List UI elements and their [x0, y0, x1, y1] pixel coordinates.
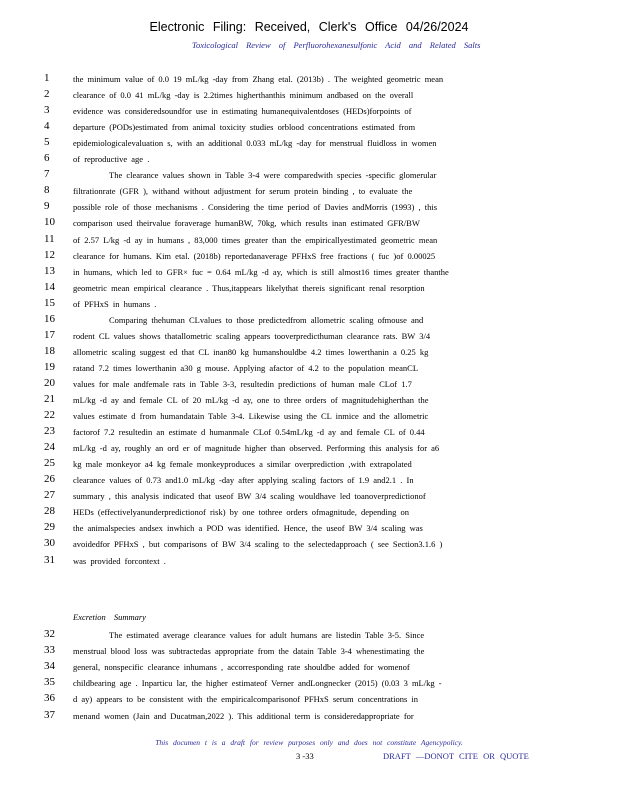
section-subheading: Excretion Summary	[73, 612, 146, 622]
text-line: values estimate d from humandatain Table 3-4. Likewise using the CL inmice and the allometric	[73, 411, 429, 422]
text-line: mL/kg -d ay, roughly an ord er of magnitude higher than observed. Performing this analysis for a6	[73, 443, 440, 454]
line-number: 35	[44, 676, 55, 689]
line-number: 14	[44, 280, 55, 293]
line-number: 32	[44, 628, 55, 640]
line-number: 36	[44, 692, 55, 705]
text-line: Comparing thehuman CLvalues to those predictedfrom allometric scaling ofmouse and	[109, 314, 424, 325]
text-line: rodent CL values shows thatallometric scaling appears tooverpredicthuman clearance rats. BW 3/4	[73, 330, 431, 341]
line-number: 17	[44, 328, 55, 341]
line-number: 30	[44, 537, 55, 550]
text-line: clearance values of 0.73 and1.0 mL/kg -day after applying scaling factors of 1.9 and2.1 . In	[73, 475, 414, 486]
draft-notice: DRAFT —DONOT CITE OR QUOTE	[383, 751, 529, 761]
text-line: avoidedfor PFHxS , but comparisons of BW 3/4 scaling to the selectedapproach ( see Section3.1.6 )	[73, 539, 443, 550]
line-number: 9	[44, 200, 50, 213]
text-line: comparison used theirvalue foraverage humanBW, 70kg, which results inan estimated GFR/BW	[73, 218, 420, 229]
line-number: 5	[44, 136, 50, 149]
line-number: 21	[44, 393, 55, 405]
text-line: of reproductive age .	[73, 154, 150, 165]
line-number: 29	[44, 521, 55, 534]
text-line: the minimum value of 0.0 19 mL/kg -day from Zhang etal. (2013b) . The weighted geometric mean	[73, 74, 444, 84]
line-number: 7	[44, 168, 50, 181]
text-line: childbearing age . Inparticu lar, the higher estimateof Verner andLongnecker (2015) (0.03 3 mL/kg -	[73, 678, 442, 689]
line-number: 24	[44, 441, 55, 454]
electronic-filing-stamp: Electronic Filing: Received, Clerk's Office 04/26/2024	[149, 20, 469, 34]
line-number: 12	[44, 248, 55, 261]
text-line: evidence was consideredsoundfor use in estimating humanequivalentdoses (HEDs)forpoints of	[73, 106, 412, 117]
line-number: 26	[44, 473, 55, 486]
line-number: 1	[44, 72, 50, 84]
line-number: 22	[44, 409, 55, 422]
line-number: 19	[44, 360, 55, 373]
line-number: 23	[44, 425, 55, 438]
line-number: 16	[44, 312, 55, 325]
text-line: kg male monkeyor a4 kg female monkeyproduces a similar overprediction ,with extrapolated	[73, 459, 412, 470]
line-number: 28	[44, 505, 55, 518]
line-number: 6	[44, 152, 50, 165]
text-line: possible role of those mechanisms . Considering the time period of Davies andMorris (1993) , this	[73, 202, 438, 213]
text-line: of PFHxS in humans .	[73, 298, 157, 309]
text-line: The estimated average clearance values for adult humans are listedin Table 3-5. Since	[109, 630, 425, 640]
text-line: departure (PODs)estimated from animal toxicity studies orblood concentrations estimated from	[73, 122, 416, 133]
line-number: 31	[44, 553, 55, 566]
text-line: mL/kg -d ay and female CL of 20 mL/kg -d ay, one to three orders of magnitudehigherthan the	[73, 395, 429, 405]
line-number: 15	[44, 296, 55, 309]
line-number: 11	[44, 232, 55, 245]
text-line: values for male andfemale rats in Table 3-3, resultedin predictions of human male CLof 1.7	[73, 378, 412, 389]
text-line: allometric scaling suggest ed that CL inan80 kg humanshouldbe 4.2 times lowerthanin a 0.25 kg	[73, 346, 429, 357]
text-line: menstrual blood loss was subtractedas appropriate from the datain Table 3-4 whenestimating the	[73, 646, 425, 657]
text-line: summary , this analysis indicated that useof BW 3/4 scaling wouldhave led toanoverpredictionof	[73, 491, 426, 502]
text-line: d ay) appears to be consistent with the empiricalcomparisonof PFHxS serum concentrations in	[73, 694, 419, 705]
line-number: 8	[44, 184, 50, 197]
text-line: factorof 7.2 resultedin an estimate d humanmale CLof 0.54mL/kg -d ay and female CL of 0.44	[73, 427, 425, 438]
text-line: clearance of 0.0 41 mL/kg -day is 2.2times higherthanthis minimum andbased on the overall	[73, 90, 414, 101]
line-number: 37	[44, 708, 55, 721]
running-title: Toxicological Review of Perfluorohexanesulfonic Acid and Related Salts	[192, 40, 481, 50]
text-line: epidemiologicalevaluation s, with an additional 0.033 mL/kg -day for menstrual fluidloss in women	[73, 138, 437, 149]
line-number: 2	[44, 88, 50, 101]
text-line: clearance for humans. Kim etal. (2018b) reportedanaverage PFHxS free fractions ( fuc )of 0.00025	[73, 250, 436, 261]
line-number: 10	[44, 216, 55, 229]
line-number: 20	[44, 376, 55, 389]
text-line: ratand 7.2 times lowerthanin a30 g mouse. Applying afactor of 4.2 to the population meanCL	[73, 362, 419, 373]
text-line: geometric mean empirical clearance . Thus,itappears likelythat thereis significant renal resorption	[73, 282, 425, 293]
line-number: 34	[44, 660, 55, 673]
text-line: menand women (Jain and Ducatman,2022 ). This additional term is consideredappropriate for	[73, 710, 414, 721]
page-number: 3 -33	[296, 751, 314, 761]
text-line: of 2.57 L/kg -d ay in humans , 83,000 times greater than the empiricallyestimated geometric mean	[73, 234, 438, 245]
line-number: 25	[44, 457, 55, 470]
line-number: 33	[44, 644, 55, 657]
text-line: the animalspecies andsex inwhich a POD was identified. Hence, the useof BW 3/4 scaling was	[73, 523, 423, 534]
text-line: general, nonspecific clearance inhumans , accorresponding rate shouldbe added for womenof	[73, 662, 410, 673]
draft-disclaimer: This documen t is a draft for review purposes only and does not constitute Agencypolicy.	[155, 738, 463, 747]
line-number: 27	[44, 489, 55, 502]
text-line: in humans, which led to GFR× fuc = 0.64 mL/kg -d ay, which is still almost16 times greater thanthe	[73, 266, 449, 277]
line-number: 4	[44, 120, 50, 133]
text-line: The clearance values shown in Table 3-4 were comparedwith species -specific glomerular	[109, 170, 437, 181]
text-line: HEDs (effectivelyanunderpredictionof risk) by one tothree orders ofmagnitude, depending on	[73, 507, 410, 518]
line-number: 18	[44, 344, 55, 357]
line-number: 13	[44, 264, 55, 277]
line-number: 3	[44, 104, 50, 117]
text-line: was provided forcontext .	[73, 555, 166, 566]
text-line: filtrationrate (GFR ), withand without adjustment for serum protein binding , to evaluate the	[73, 186, 413, 197]
